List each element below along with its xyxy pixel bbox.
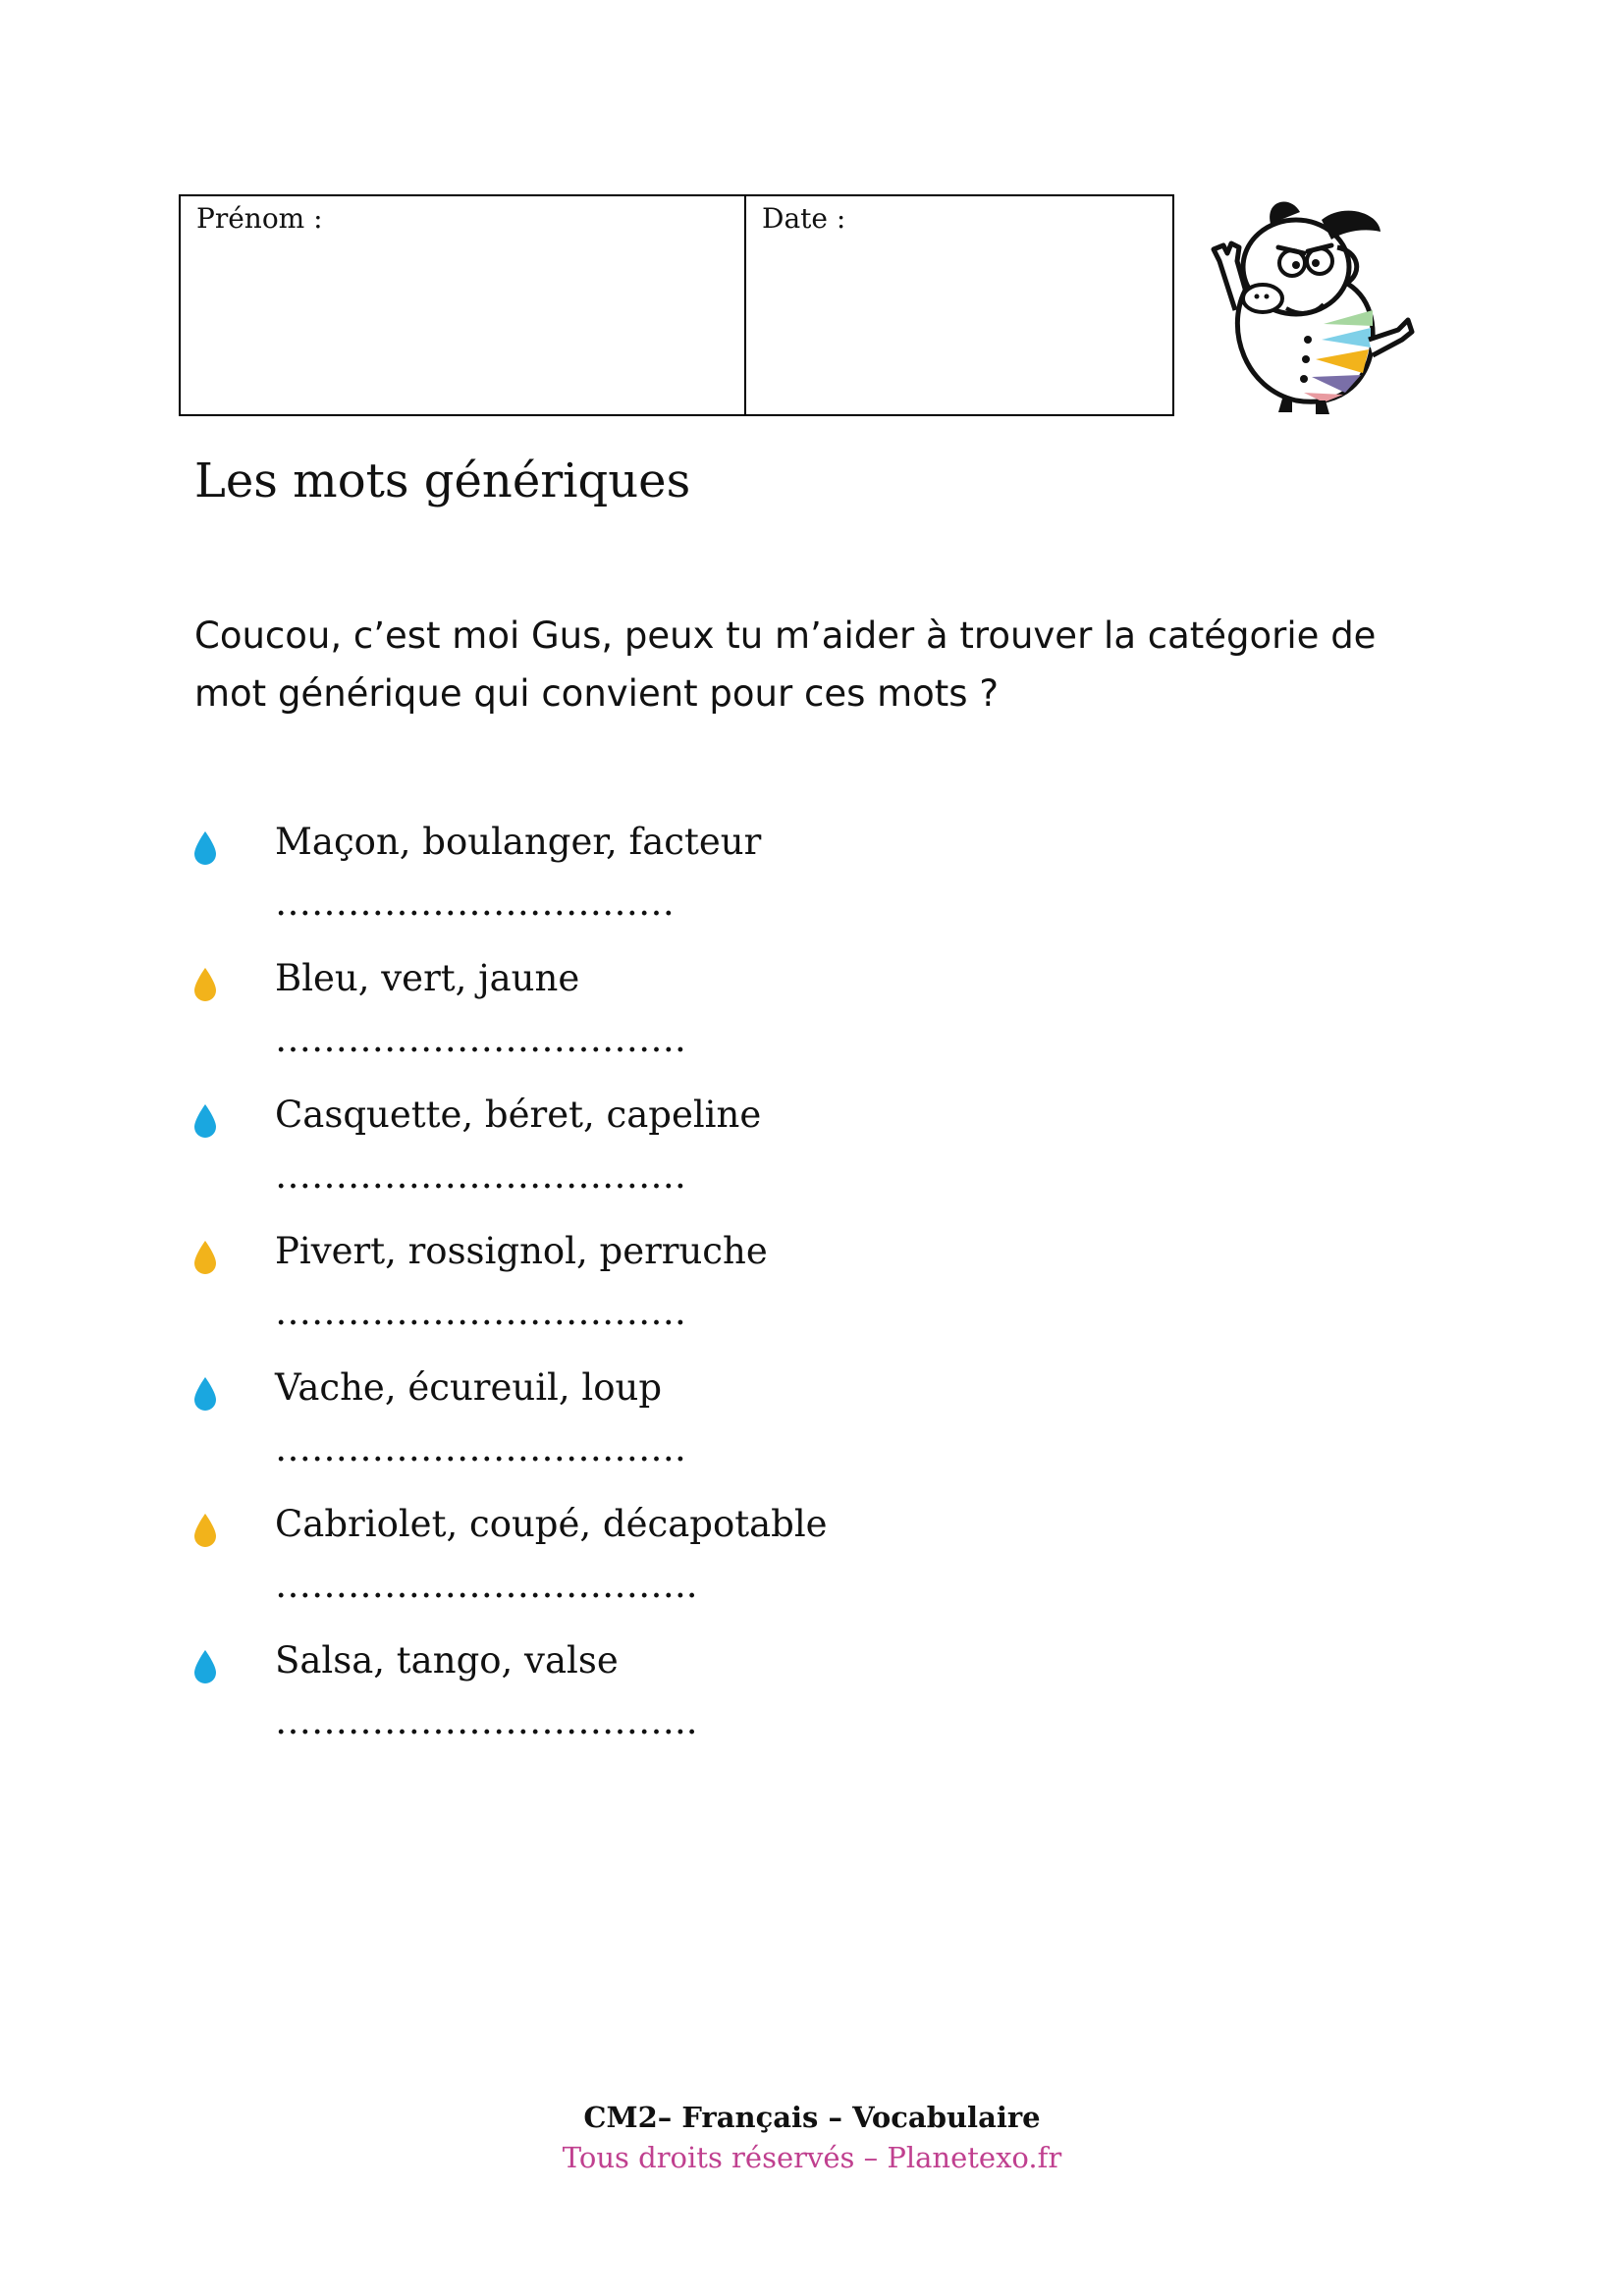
answer-line[interactable]: …………………………….. — [275, 1564, 698, 1606]
blue-drop-bullet-icon — [192, 1376, 218, 1412]
item-words: Vache, écureuil, loup — [275, 1366, 663, 1409]
page-title: Les mots génériques — [194, 454, 691, 508]
yellow-drop-bullet-icon — [192, 967, 218, 1002]
gus-mascot-illustration — [1206, 192, 1416, 418]
instruction-text: Coucou, c’est moi Gus, peux tu m’aider à trouver la catégorie de mot générique qui convient pour ces mots ? — [194, 614, 1377, 715]
name-field[interactable] — [181, 196, 746, 414]
yellow-drop-bullet-icon — [192, 1240, 218, 1275]
answer-line[interactable]: ……………………………. — [275, 1291, 686, 1333]
item-words: Bleu, vert, jaune — [275, 957, 580, 999]
name-date-box — [179, 194, 1174, 416]
name-label: Prénom : — [196, 202, 323, 235]
item-words: Casquette, béret, capeline — [275, 1094, 762, 1136]
item-words: Maçon, boulanger, facteur — [275, 821, 762, 863]
footer-subject: CM2– Français – Vocabulaire — [583, 2101, 1041, 2134]
item-words: Cabriolet, coupé, décapotable — [275, 1503, 828, 1545]
date-field[interactable] — [746, 196, 1172, 414]
answer-line[interactable]: ……………………………. — [275, 1427, 686, 1469]
answer-line[interactable]: ……………………………. — [275, 1018, 686, 1060]
answer-line[interactable]: …………………………….. — [275, 1700, 698, 1742]
date-label: Date : — [762, 202, 846, 235]
yellow-drop-bullet-icon — [192, 1513, 218, 1548]
blue-drop-bullet-icon — [192, 830, 218, 866]
answer-line[interactable]: …………………………… — [275, 881, 675, 924]
item-words: Pivert, rossignol, perruche — [275, 1230, 768, 1272]
blue-drop-bullet-icon — [192, 1649, 218, 1684]
answer-line[interactable]: ……………………………. — [275, 1154, 686, 1197]
blue-drop-bullet-icon — [192, 1103, 218, 1139]
item-words: Salsa, tango, valse — [275, 1639, 619, 1682]
footer-copyright: Tous droits réservés – Planetexo.fr — [562, 2141, 1062, 2174]
